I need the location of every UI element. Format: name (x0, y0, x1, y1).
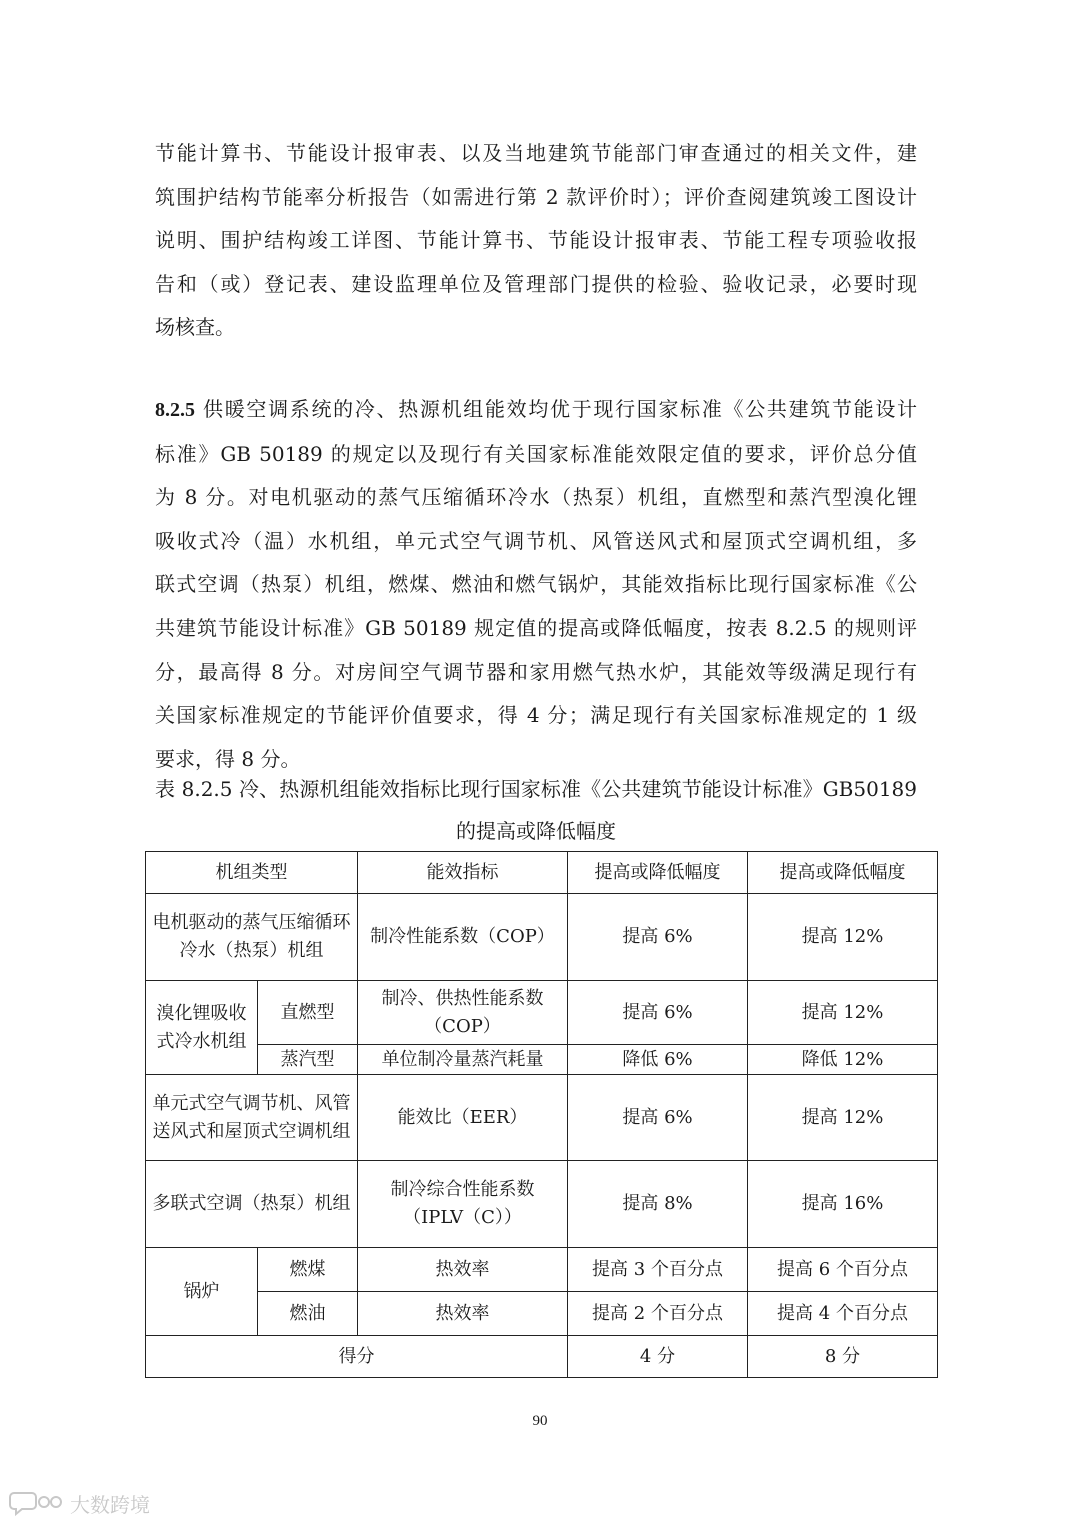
watermark (8, 1488, 150, 1518)
clause-first-line (155, 388, 917, 433)
value-cell: 提高 12% (748, 894, 938, 981)
text-line: 分，最高得 8 分。对房间空气调节器和家用燃气热水炉，其能效等级满足现行有 (155, 659, 917, 684)
watermark-text: 大数跨境 (70, 1492, 150, 1517)
score-value-cell: 4 分 (568, 1336, 748, 1378)
table-row (146, 981, 938, 1045)
indicator-cell: 制冷性能系数（COP） (358, 894, 568, 981)
score-label-cell: 得分 (146, 1336, 568, 1378)
table-caption-line-2: 的提高或降低幅度 (456, 819, 616, 843)
header-cell: 能效指标 (358, 852, 568, 894)
text-line: 关国家标准规定的节能评价值要求，得 4 分；满足现行有关国家标准规定的 1 级 (155, 703, 917, 728)
value-cell: 提高 4 个百分点 (748, 1292, 938, 1336)
text-line: 场核查。 (155, 315, 235, 340)
table-caption-line-1: 表 8.2.5 冷、热源机组能效指标比现行国家标准《公共建筑节能设计标准》GB50189 (155, 777, 917, 801)
indicator-cell: 制冷、供热性能系数（COP） (358, 981, 568, 1045)
value-cell: 提高 12% (748, 1075, 938, 1161)
text-line: 告和（或）登记表、建设监理单位及管理部门提供的检验、验收记录，必要时现 (155, 271, 917, 296)
header-cell: 提高或降低幅度 (568, 852, 748, 894)
unit-type-cell: 多联式空调（热泵）机组 (146, 1161, 358, 1248)
text-line: 要求，得 8 分。 (155, 746, 301, 771)
efficiency-table (145, 851, 938, 1378)
indicator-cell: 制冷综合性能系数（IPLV（C）） (358, 1161, 568, 1248)
text-line: 联式空调（热泵）机组，燃煤、燃油和燃气锅炉，其能效指标比现行国家标准《公 (155, 572, 917, 597)
score-value-cell: 8 分 (748, 1336, 938, 1378)
table-score-row (146, 1336, 938, 1378)
clause-8-2-5 (155, 388, 917, 781)
value-cell: 提高 6% (568, 1075, 748, 1161)
value-cell: 提高 3 个百分点 (568, 1248, 748, 1292)
sub-type-cell: 燃煤 (258, 1248, 358, 1292)
unit-type-cell: 单元式空气调节机、风管送风式和屋顶式空调机组 (146, 1075, 358, 1161)
table-row (146, 1161, 938, 1248)
indicator-cell: 热效率 (358, 1292, 568, 1336)
text-line: 为 8 分。对电机驱动的蒸气压缩循环冷水（热泵）机组，直燃型和蒸汽型溴化锂 (155, 485, 917, 510)
table-row (146, 1045, 938, 1075)
clause-number: 8.2.5 (155, 399, 195, 421)
text-line: 筑围护结构节能率分析报告（如需进行第 2 款评价时）；评价查阅建筑竣工图设计 (155, 184, 917, 209)
sub-type-cell: 燃油 (258, 1292, 358, 1336)
text-line: 节能计算书、节能设计报审表、以及当地建筑节能部门审查通过的相关文件，建 (155, 141, 917, 165)
value-cell: 提高 16% (748, 1161, 938, 1248)
header-cell: 提高或降低幅度 (748, 852, 938, 894)
table-row (146, 894, 938, 981)
unit-type-cell: 电机驱动的蒸气压缩循环冷水（热泵）机组 (146, 894, 358, 981)
chat-bubble-icon (8, 1489, 64, 1517)
indicator-cell: 能效比（EER） (358, 1075, 568, 1161)
paragraph-evaluation-materials (155, 132, 917, 350)
value-cell: 提高 2 个百分点 (568, 1292, 748, 1336)
sub-type-cell: 直燃型 (258, 981, 358, 1045)
value-cell: 降低 6% (568, 1045, 748, 1075)
unit-type-cell: 锅炉 (146, 1248, 258, 1336)
table-row (146, 1075, 938, 1161)
indicator-cell: 热效率 (358, 1248, 568, 1292)
clause-first-text: 供暖空调系统的冷、热源机组能效均优于现行国家标准《公共建筑节能设计 (203, 397, 917, 421)
value-cell: 提高 6% (568, 894, 748, 981)
value-cell: 提高 6% (568, 981, 748, 1045)
text-line: 共建筑节能设计标准》GB 50189 规定值的提高或降低幅度，按表 8.2.5 的规则评 (155, 615, 917, 640)
table-header-row (146, 852, 938, 894)
text-line: 标准》GB 50189 的规定以及现行有关国家标准能效限定值的要求，评价总分值 (155, 441, 917, 466)
text-line: 吸收式冷（温）水机组，单元式空气调节机、风管送风式和屋顶式空调机组，多 (155, 528, 917, 553)
table-row (146, 1292, 938, 1336)
value-cell: 降低 12% (748, 1045, 938, 1075)
unit-type-cell: 溴化锂吸收式冷水机组 (146, 981, 258, 1075)
value-cell: 提高 8% (568, 1161, 748, 1248)
value-cell: 提高 12% (748, 981, 938, 1045)
indicator-cell: 单位制冷量蒸汽耗量 (358, 1045, 568, 1075)
value-cell: 提高 6 个百分点 (748, 1248, 938, 1292)
page-number: 90 (532, 1413, 548, 1429)
text-line: 说明、围护结构竣工详图、节能计算书、节能设计报审表、节能工程专项验收报 (155, 228, 917, 253)
header-cell: 机组类型 (146, 852, 358, 894)
sub-type-cell: 蒸汽型 (258, 1045, 358, 1075)
table-row (146, 1248, 938, 1292)
